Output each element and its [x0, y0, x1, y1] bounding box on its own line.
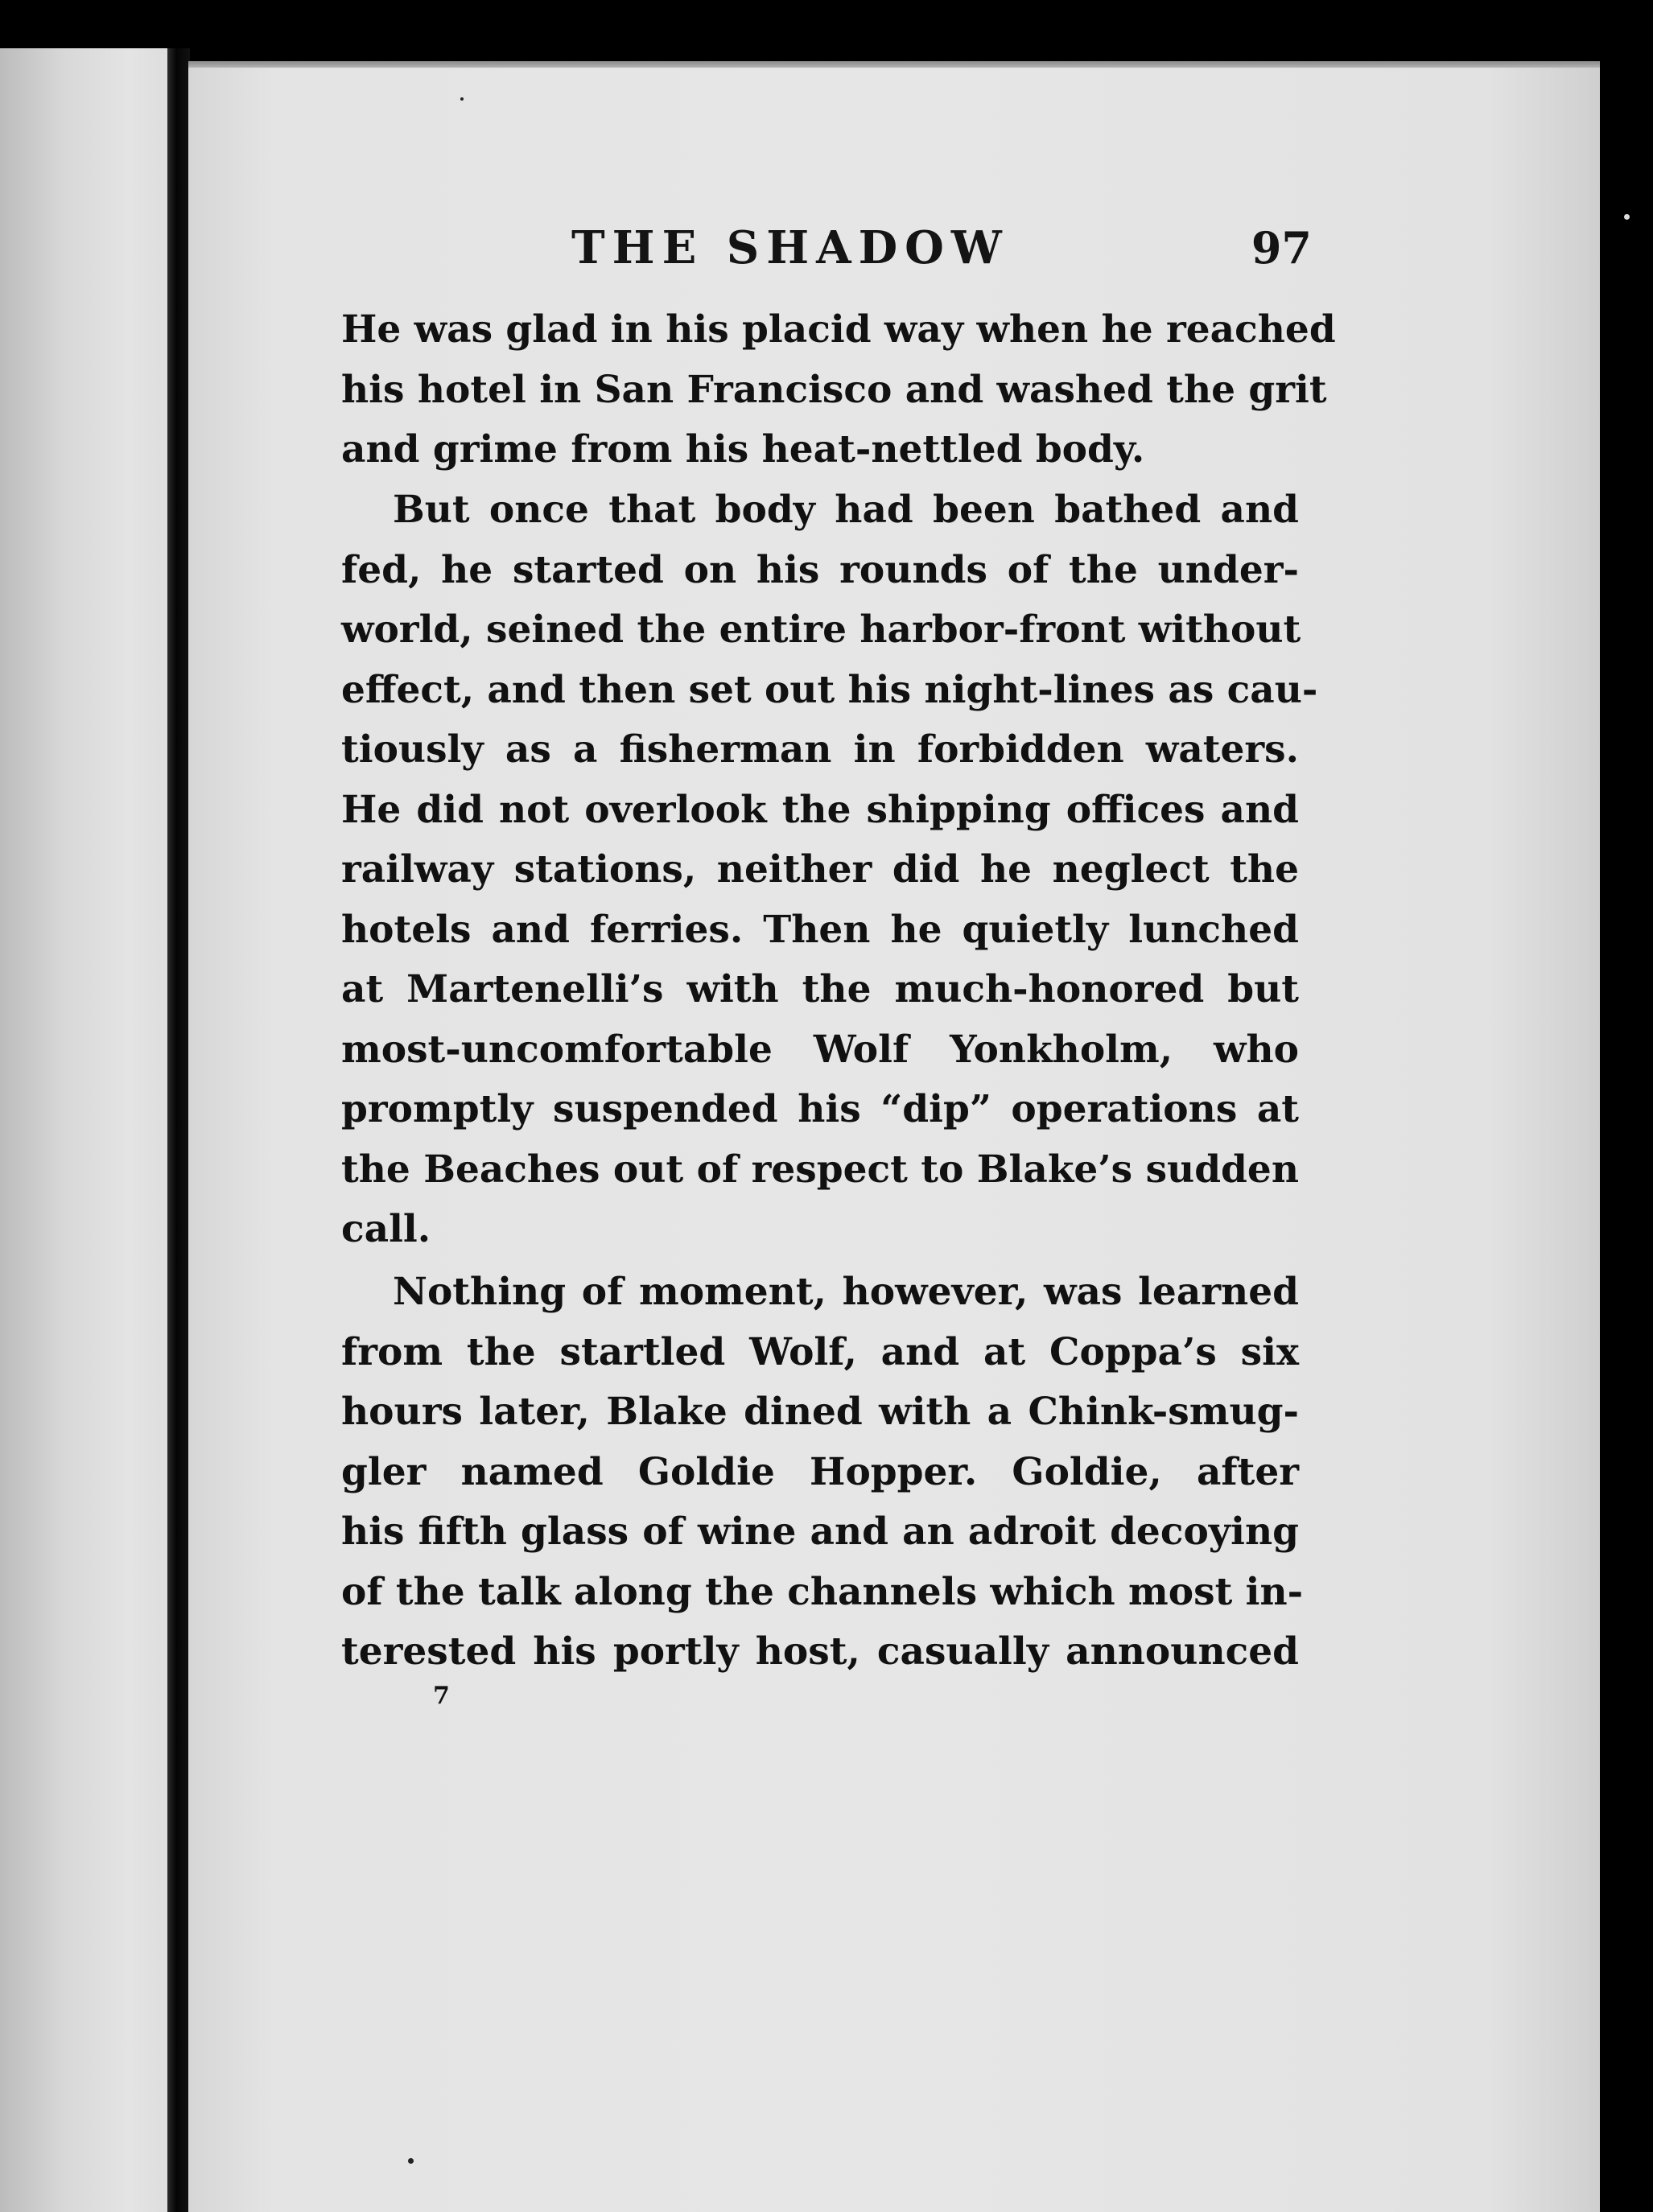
- running-head: [563, 216, 1312, 280]
- text-line: his fifth glass of wine and an adroit decoying: [341, 1510, 1299, 1554]
- text-line: and grime from his heat-nettled body.: [341, 427, 1145, 472]
- text-line: promptly suspended his “dip” operations at: [341, 1087, 1299, 1131]
- text-line: call.: [341, 1207, 431, 1251]
- text-line: gler named Goldie Hopper. Goldie, after: [341, 1449, 1299, 1494]
- paragraph-3: [341, 1263, 1304, 1683]
- text-line: Nothing of moment, however, was learned: [393, 1270, 1299, 1314]
- dust-speck: [460, 97, 464, 101]
- signature-mark: 7: [433, 1682, 450, 1710]
- scan-border: [1600, 48, 1653, 2212]
- text-line: most-uncomfortable Wolf Yonkholm, who: [341, 1027, 1299, 1072]
- page-number: 97: [1251, 222, 1312, 274]
- text-line: effect, and then set out his night-lines as cau-: [341, 667, 1318, 712]
- text-line: of the talk along the channels which most in-: [341, 1569, 1304, 1614]
- text-line: He was glad in his placid way when he reached: [341, 307, 1336, 352]
- dust-speck: [1624, 214, 1630, 220]
- text-line: railway stations, neither did he neglect the: [341, 847, 1299, 892]
- text-line: He did not overlook the shipping offices and: [341, 787, 1299, 832]
- text-line: But once that body had been bathed and: [393, 488, 1299, 532]
- text-line: the Beaches out of respect to Blake’s sudden: [341, 1147, 1299, 1192]
- text-line: hotels and ferries. Then he quietly lunched: [341, 907, 1299, 952]
- text-line: fed, he started on his rounds of the under-: [341, 547, 1299, 592]
- dust-speck: [408, 2158, 414, 2164]
- facing-page-edge: [0, 48, 185, 2212]
- text-line: from the startled Wolf, and at Coppa’s six: [341, 1329, 1299, 1374]
- text-line: hours later, Blake dined with a Chink-smug-: [341, 1390, 1299, 1434]
- paragraph-1: [341, 300, 1336, 480]
- book-gutter: [167, 48, 190, 2212]
- text-line: terested his portly host, casually announced: [341, 1629, 1299, 1674]
- paragraph-2: [341, 480, 1318, 1260]
- text-line: at Martenelli’s with the much-honored but: [341, 967, 1299, 1011]
- running-title: THE SHADOW: [571, 221, 1009, 274]
- text-line: world, seined the entire harbor-front without: [341, 608, 1301, 652]
- text-line: tiously as a fisherman in forbidden waters.: [341, 727, 1299, 772]
- text-line: his hotel in San Francisco and washed the grit: [341, 367, 1327, 412]
